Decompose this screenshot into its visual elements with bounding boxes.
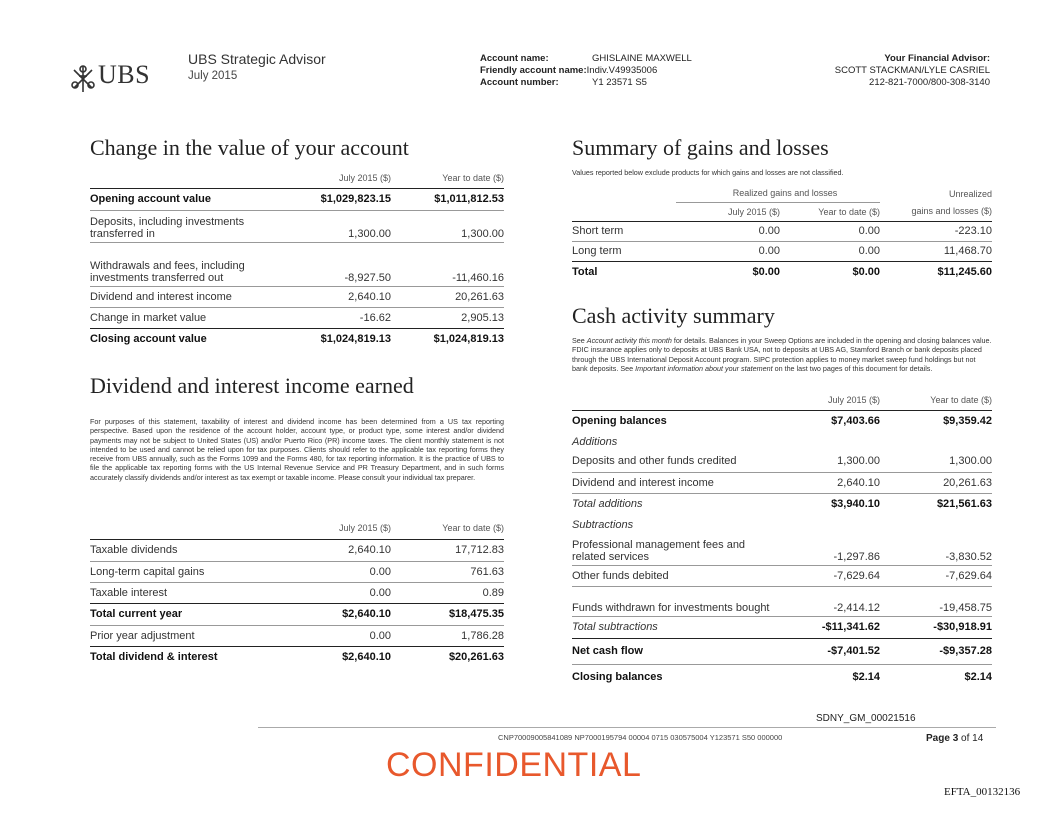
- row-value: 2,640.10: [780, 472, 880, 493]
- column-header: July 2015 ($): [338, 172, 391, 183]
- table-row: [90, 242, 504, 286]
- row-label: Dividend and interest income: [572, 472, 780, 493]
- row-value: 20,261.63: [391, 286, 504, 307]
- cash-note: [572, 336, 992, 373]
- table-row: [90, 561, 504, 582]
- row-value: $1,024,819.13: [391, 328, 504, 350]
- table-row: [572, 616, 992, 638]
- row-value: 1,300.00: [949, 455, 992, 468]
- financial-advisor: [835, 53, 990, 89]
- account-info: [480, 53, 692, 89]
- cash-heading: Cash activity summary: [572, 303, 775, 328]
- row-value: 20,261.63: [880, 472, 992, 493]
- account-name-value: GHISLAINE MAXWELL: [592, 53, 692, 64]
- table-row: [572, 410, 992, 432]
- table-row: [90, 210, 504, 242]
- row-label: Short term: [572, 221, 676, 241]
- column-header: Year to date ($): [442, 522, 504, 533]
- dividend-note: For purposes of this statement, taxability of interest and dividend income has been determined from a US tax reporting perspective. Based upon the residence of the account holder, account type, or product type, some interest and/or dividend payments may not be subject to United States (US) and/or Puerto Rico (PR) income taxes. The client monthly statement is not intended to be used and cannot be relied upon for tax purposes. Clients should refer to the applicable tax reporting forms they receive from UBS annually, such as the Forms 1099 and the Forms 480, for tax reporting information. It is the practice of UBS to file the applicable tax reporting forms with the US Internal Revenue Service and PR Treasury Department, and in such forms accurately classify dividends and/or interest as tax exempt or taxable income. Please consult your individual tax preparer.: [90, 417, 504, 482]
- column-header: Year to date ($): [818, 206, 880, 217]
- table-row: [572, 586, 992, 616]
- row-value: -16.62: [280, 307, 391, 328]
- advisor-phone: 212-821-7000/800-308-3140: [869, 77, 990, 88]
- table-row: [572, 261, 992, 283]
- table-row: [90, 188, 504, 210]
- column-header: Unrealized: [948, 188, 992, 199]
- row-value: -$30,918.91: [880, 616, 992, 638]
- table-row: [90, 582, 504, 603]
- note-reference: Important information about your statement: [635, 363, 773, 373]
- row-value: $3,940.10: [780, 493, 880, 515]
- row-value: $7,403.66: [780, 410, 880, 432]
- column-header: July 2015 ($): [338, 522, 391, 533]
- table-row: [572, 664, 992, 690]
- account-name-label: Account name:: [480, 53, 549, 64]
- row-value: 0.00: [780, 241, 880, 261]
- note-reference: Account activity this month: [586, 336, 672, 345]
- row-value: -$7,401.52: [780, 638, 880, 664]
- row-label: Change in market value: [90, 307, 280, 328]
- note-text: See: [572, 336, 587, 345]
- row-value: -$9,357.28: [880, 638, 992, 664]
- row-label: Other funds debited: [572, 565, 780, 586]
- section-label: Subtractions: [572, 519, 634, 531]
- page-total: of 14: [961, 733, 984, 744]
- row-label: Withdrawals and fees, including investments transferred out: [90, 242, 280, 286]
- row-value: $0.00: [780, 261, 880, 283]
- row-value: 761.63: [391, 561, 504, 582]
- table-row: [90, 625, 504, 646]
- row-value: $11,245.60: [880, 261, 992, 283]
- document-code: CNP70009005841089 NP7000195794 00004 0715 030575004 Y123571 S50 000000: [498, 733, 783, 742]
- row-label: Deposits, including investments transferred in: [90, 210, 280, 242]
- row-value: 1,786.28: [391, 625, 504, 646]
- column-header: gains and losses ($): [911, 206, 992, 217]
- row-value: 1,300.00: [391, 210, 504, 242]
- page-indicator: [926, 733, 983, 744]
- row-value: -8,927.50: [280, 242, 391, 286]
- advisor-names: SCOTT STACKMAN/LYLE CASRIEL: [834, 65, 990, 76]
- note-text: for details. Balances in your Sweep Options are included in the opening and closing balances value. FDIC insurance applies only to deposits at UBS Bank USA, not to deposits at UBS AG, Stamford Branch or bank deposits placed through the UBS International Deposit Account program. SIPC protection applies to money market sweep fund holdings but not bank deposits. See: [572, 336, 992, 373]
- column-header: Year to date ($): [442, 172, 504, 183]
- row-label: Total current year: [90, 603, 280, 625]
- account-number-label: Account number:: [480, 77, 559, 88]
- column-header: Year to date ($): [930, 394, 992, 405]
- row-value: $20,261.63: [391, 646, 504, 668]
- change-heading: Change in the value of your account: [90, 135, 409, 160]
- row-label: Opening balances: [572, 410, 780, 432]
- table-row: [572, 451, 992, 472]
- row-value: 0.00: [280, 561, 391, 582]
- row-label: Dividend and interest income: [90, 286, 280, 307]
- statement-date: July 2015: [188, 70, 238, 82]
- table-row: [572, 535, 992, 565]
- table-row: [572, 221, 992, 241]
- row-value: $0.00: [676, 261, 780, 283]
- row-value: $2.14: [780, 664, 880, 690]
- row-value: 0.00: [780, 221, 880, 241]
- page-number: 3: [952, 733, 959, 744]
- table-row: [572, 493, 992, 515]
- row-value: -7,629.64: [780, 565, 880, 586]
- section-label: Additions: [572, 435, 618, 448]
- row-value: -$11,341.62: [780, 616, 880, 638]
- table-row: [572, 565, 992, 586]
- bates-number: SDNY_GM_00021516: [816, 713, 916, 724]
- advisor-title: Your Financial Advisor:: [884, 53, 990, 64]
- row-label: Total additions: [572, 493, 780, 515]
- section-row: [572, 515, 992, 535]
- row-label: Taxable dividends: [90, 539, 280, 561]
- row-value: $1,024,819.13: [280, 328, 391, 350]
- table-row: [90, 328, 504, 350]
- row-label: Opening account value: [90, 188, 280, 210]
- row-label: Long term: [572, 241, 676, 261]
- row-label: Closing account value: [90, 328, 280, 350]
- row-value: 0.00: [676, 241, 780, 261]
- row-value: 2,640.10: [280, 286, 391, 307]
- friendly-name-value: Indiv.V49935006: [586, 65, 658, 76]
- column-group-header: Realized gains and losses: [676, 185, 880, 202]
- table-row: [90, 286, 504, 307]
- dividend-heading: Dividend and interest income earned: [90, 373, 414, 398]
- brand-name: UBS: [98, 60, 151, 89]
- table-row: [90, 646, 504, 668]
- row-value: -19,458.75: [880, 586, 992, 616]
- row-value: $2,640.10: [280, 603, 391, 625]
- row-value: 2,640.10: [280, 539, 391, 561]
- row-value: $18,475.35: [391, 603, 504, 625]
- row-label: Total subtractions: [572, 616, 780, 638]
- ubs-logo: [70, 60, 170, 100]
- row-value: 0.00: [676, 221, 780, 241]
- dividend-table: [90, 517, 504, 668]
- row-value: -3,830.52: [945, 550, 992, 563]
- row-label: Funds withdrawn for investments bought: [572, 586, 780, 616]
- row-value: -2,414.12: [780, 586, 880, 616]
- row-value: 0.00: [280, 625, 391, 646]
- table-row: [90, 307, 504, 328]
- row-value: 0.00: [280, 582, 391, 603]
- row-label: Total: [572, 261, 676, 283]
- friendly-name-label: Friendly account name:: [480, 65, 587, 76]
- row-value: $1,029,823.15: [280, 188, 391, 210]
- row-label: Prior year adjustment: [90, 625, 280, 646]
- change-table: [90, 168, 504, 350]
- row-value: 2,905.13: [391, 307, 504, 328]
- row-value: 1,300.00: [837, 455, 880, 468]
- section-row: [572, 432, 992, 451]
- row-value: 1,300.00: [280, 210, 391, 242]
- table-row: [90, 539, 504, 561]
- footer-divider: [258, 727, 996, 728]
- row-label: Taxable interest: [90, 582, 280, 603]
- row-value: $9,359.42: [880, 410, 992, 432]
- column-header: July 2015 ($): [727, 206, 780, 217]
- row-value: 17,712.83: [391, 539, 504, 561]
- gains-note: Values reported below exclude products for which gains and losses are not classified.: [572, 168, 844, 177]
- ubs-keys-icon: [70, 64, 96, 94]
- column-header: July 2015 ($): [827, 394, 880, 405]
- cash-table: [572, 390, 992, 690]
- row-value: -11,460.16: [391, 242, 504, 286]
- row-label: Net cash flow: [572, 638, 780, 664]
- efta-number: EFTA_00132136: [944, 786, 1021, 798]
- row-value: $2.14: [880, 664, 992, 690]
- document-title: UBS Strategic Advisor: [188, 51, 326, 67]
- page-word: Page: [926, 733, 950, 744]
- row-value: 0.89: [391, 582, 504, 603]
- confidential-stamp: CONFIDENTIAL: [386, 746, 642, 784]
- row-label: Professional management fees and related services: [572, 538, 746, 563]
- row-label: Total dividend & interest: [90, 646, 280, 668]
- gains-heading: Summary of gains and losses: [572, 135, 829, 160]
- row-value: -7,629.64: [880, 565, 992, 586]
- row-value: $21,561.63: [880, 493, 992, 515]
- table-row: [572, 241, 992, 261]
- row-value: -223.10: [880, 221, 992, 241]
- row-label: Deposits and other funds credited: [572, 455, 737, 468]
- row-value: $1,011,812.53: [391, 188, 504, 210]
- table-row: [90, 603, 504, 625]
- row-label: Closing balances: [572, 664, 780, 690]
- account-number-value: Y1 23571 S5: [592, 77, 647, 88]
- row-value: $2,640.10: [280, 646, 391, 668]
- row-value: -1,297.86: [833, 550, 880, 563]
- table-row: [572, 638, 992, 664]
- note-text: on the last two pages of this document for details.: [772, 363, 933, 373]
- row-label: Long-term capital gains: [90, 561, 280, 582]
- row-value: 11,468.70: [880, 241, 992, 261]
- table-row: [572, 472, 992, 493]
- gains-table: [572, 185, 992, 283]
